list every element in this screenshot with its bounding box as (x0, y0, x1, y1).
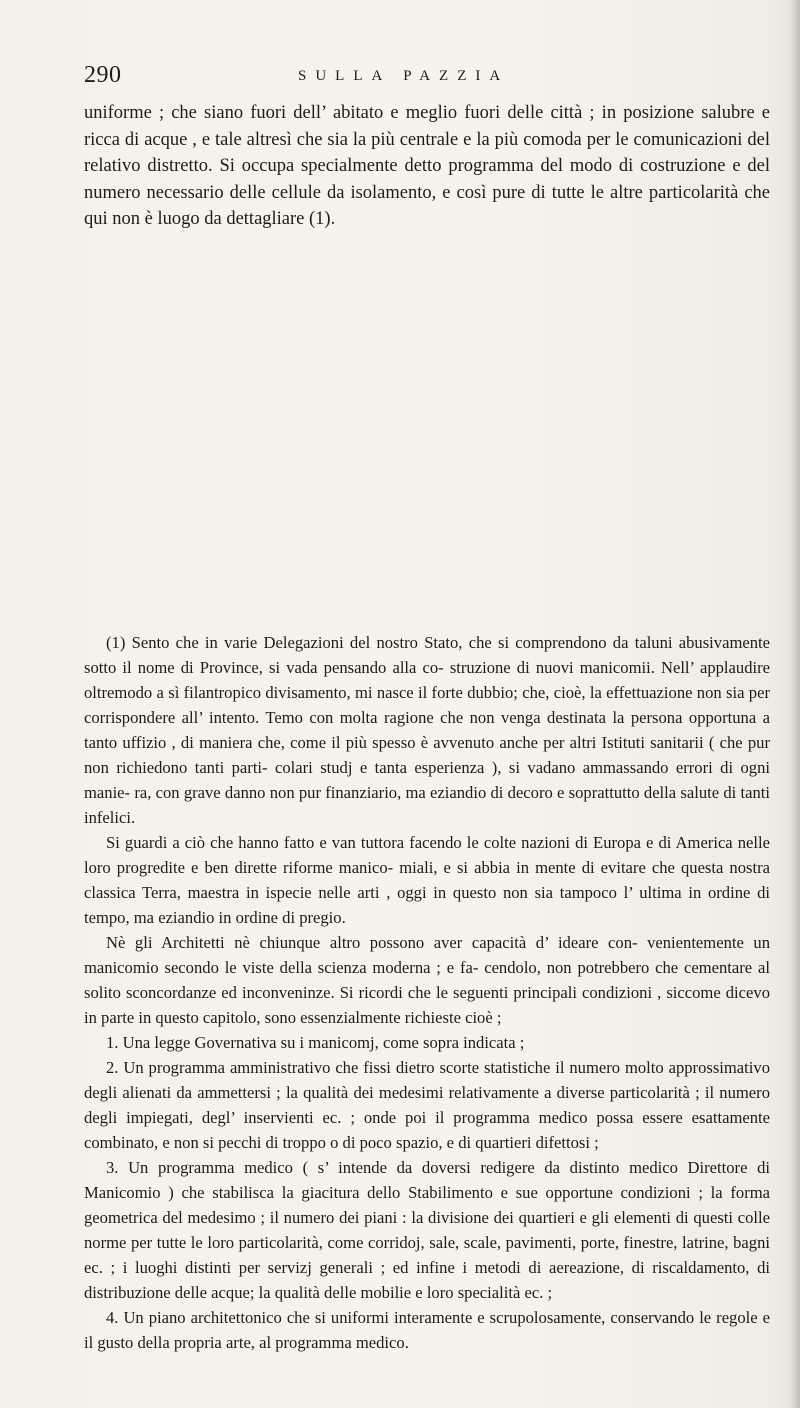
footnote-list-item: 3. Un programma medico ( s’ intende da doversi redigere da distinto medico Direttore di Manicomio ) che stabilisca la giacitura dello Stabilimento e sue opportune condizioni ; la forma geometrica del medesimo ; il numero dei piani : la divisione dei quartieri e gli elementi di questi colle norme per tutte le loro particolarità, come corridoj, sale, scale, pavimenti, porte, finestre, latrine, bagni ec. ; i luoghi distinti per servizj generali ; ed infine i metodi di aereazione, di riscaldamento, di distribuzione delle acque; la qualità delle mobilie e loro specialità ec. ; (84, 1158, 770, 1302)
page-edge-shadow (790, 0, 800, 1408)
running-head: SULLA PAZZIA (298, 68, 510, 84)
main-text (84, 100, 770, 233)
footnote-paragraph: Nè gli Architetti nè chiunque altro possono aver capacità d’ ideare con- venientemente un manicomio secondo le viste della scienza moderna ; e fa- cendolo, non potrebbero che cementare al solito sconcordanze ed inconveninze. Si ricordi che le seguenti principali condizioni , siccome dicevo in parte in questo capitolo, sono essenzialmente richieste cioè ; (84, 933, 770, 1027)
footnote-list-item: 2. Un programma amministrativo che fissi dietro scorte statistiche il numero molto approssimativo degli alienati da ammettersi ; la qualità dei medesimi relativamente a diverse particolarità ; il numero degli impiegati, degl’ inservienti ec. ; onde poi il programma medico possa essere esattamente combinato, e non si pecchi di troppo o di poco spazio, e di quartieri difettosi ; (84, 1058, 770, 1152)
footnote-block (84, 630, 770, 1355)
footnote-list-item: 1. Una legge Governativa su i manicomj, come sopra indicata ; (106, 1033, 525, 1052)
footnote-paragraph: (1) Sento che in varie Delegazioni del nostro Stato, che si comprendono da taluni abusivamente sotto il nome di Province, si vada pensando alla co- struzione di nuovi manicomii. Nell’ applaudire oltremodo a sì filantropico divisamento, mi nasce il forte dubbio; che, cioè, la effettuazione non sia per corrispondere all’ intento. Temo con molta ragione che non venga destinata la persona opportuna a tanto uffizio , di maniera che, come il più spesso è avvenuto anche per altri Istituti sanitarii ( che pur non richiedono tanti parti- colari studj e tanta esperienza ), si vadano ammassando errori di ogni manie- ra, con grave danno non pur finanziario, ma eziandio di decoro e soprattutto della salute di tanti infelici. (84, 633, 770, 827)
footnote-list-item: 4. Un piano architettonico che si uniformi interamente e scrupolosamente, conservando le regole e il gusto della propria arte, al programma medico. (84, 1308, 770, 1352)
page-header (84, 62, 684, 96)
body-paragraph: uniforme ; che siano fuori dell’ abitato e meglio fuori delle città ; in posizione salubre e ricca di acque , e tale altresì che sia la più centrale e la più comoda per le comunicazioni del relativo distretto. Si occupa specialmente detto programma del modo di costruzione e del numero necessario delle cellule da isolamento, e così pure di tutte le altre particolarità che qui non è luogo da dettagliare (1). (84, 103, 770, 229)
page-number: 290 (84, 62, 122, 88)
footnote-paragraph: Si guardi a ciò che hanno fatto e van tuttora facendo le colte nazioni di Europa e di America nelle loro progredite e ben dirette riforme manico- miali, e si abbia in mente di evitare che questa nostra classica Terra, maestra in ispecie nelle arti , oggi in questo non sia tampoco l’ ultima in ordine di tempo, ma eziandio in ordine di pregio. (84, 833, 770, 927)
